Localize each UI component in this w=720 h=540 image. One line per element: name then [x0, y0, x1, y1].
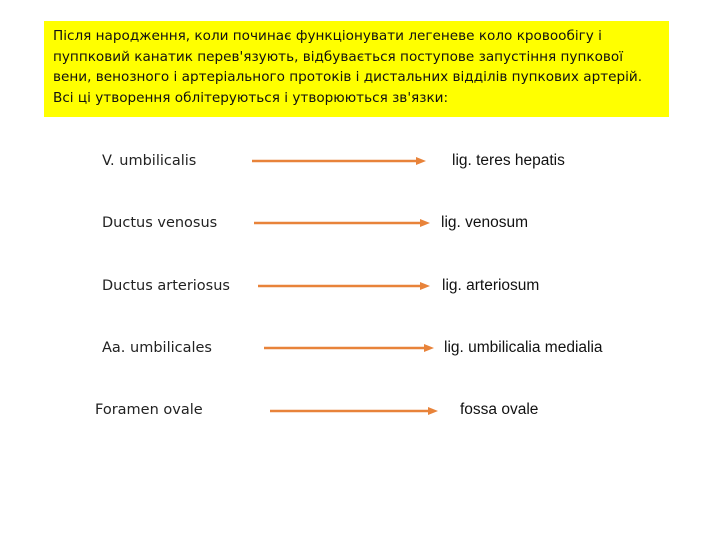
- target-ligament: lig. arteriosum: [442, 277, 540, 294]
- arrow-right-icon: [270, 405, 438, 417]
- target-ligament: lig. umbilicalia medialia: [444, 339, 603, 356]
- source-term: Ductus arteriosus: [102, 278, 230, 294]
- intro-callout: [44, 21, 669, 117]
- target-ligament: fossa ovale: [460, 401, 539, 418]
- mapping-row-ductus-arteriosus: [0, 275, 720, 299]
- mapping-row-ductus-venosus: [0, 212, 720, 236]
- mapping-row-umbilical-vein: [0, 150, 720, 174]
- mapping-row-umbilical-arteries: [0, 337, 720, 361]
- target-ligament: lig. venosum: [441, 214, 529, 231]
- arrow-right-icon: [258, 280, 430, 292]
- source-term: V. umbilicalis: [102, 153, 197, 169]
- source-term: Ductus venosus: [102, 215, 218, 231]
- arrow-right-icon: [252, 155, 426, 167]
- source-term: Foramen ovale: [95, 402, 203, 418]
- arrow-right-icon: [264, 342, 434, 354]
- source-term: Aa. umbilicales: [102, 340, 212, 356]
- intro-text: Після народження, коли починає функціонувати легеневе коло кровообігу і пуппковий канатик перев'язують, відбувається поступове запустіння пупкової вени, венозного і артеріального протоків і дистальних відділів пупкових артерій. Всі ці утворення облітеруються і утворюються зв'язки:: [53, 28, 643, 106]
- arrow-right-icon: [254, 217, 430, 229]
- mapping-row-foramen-ovale: [0, 399, 720, 423]
- target-ligament: lig. teres hepatis: [452, 152, 565, 169]
